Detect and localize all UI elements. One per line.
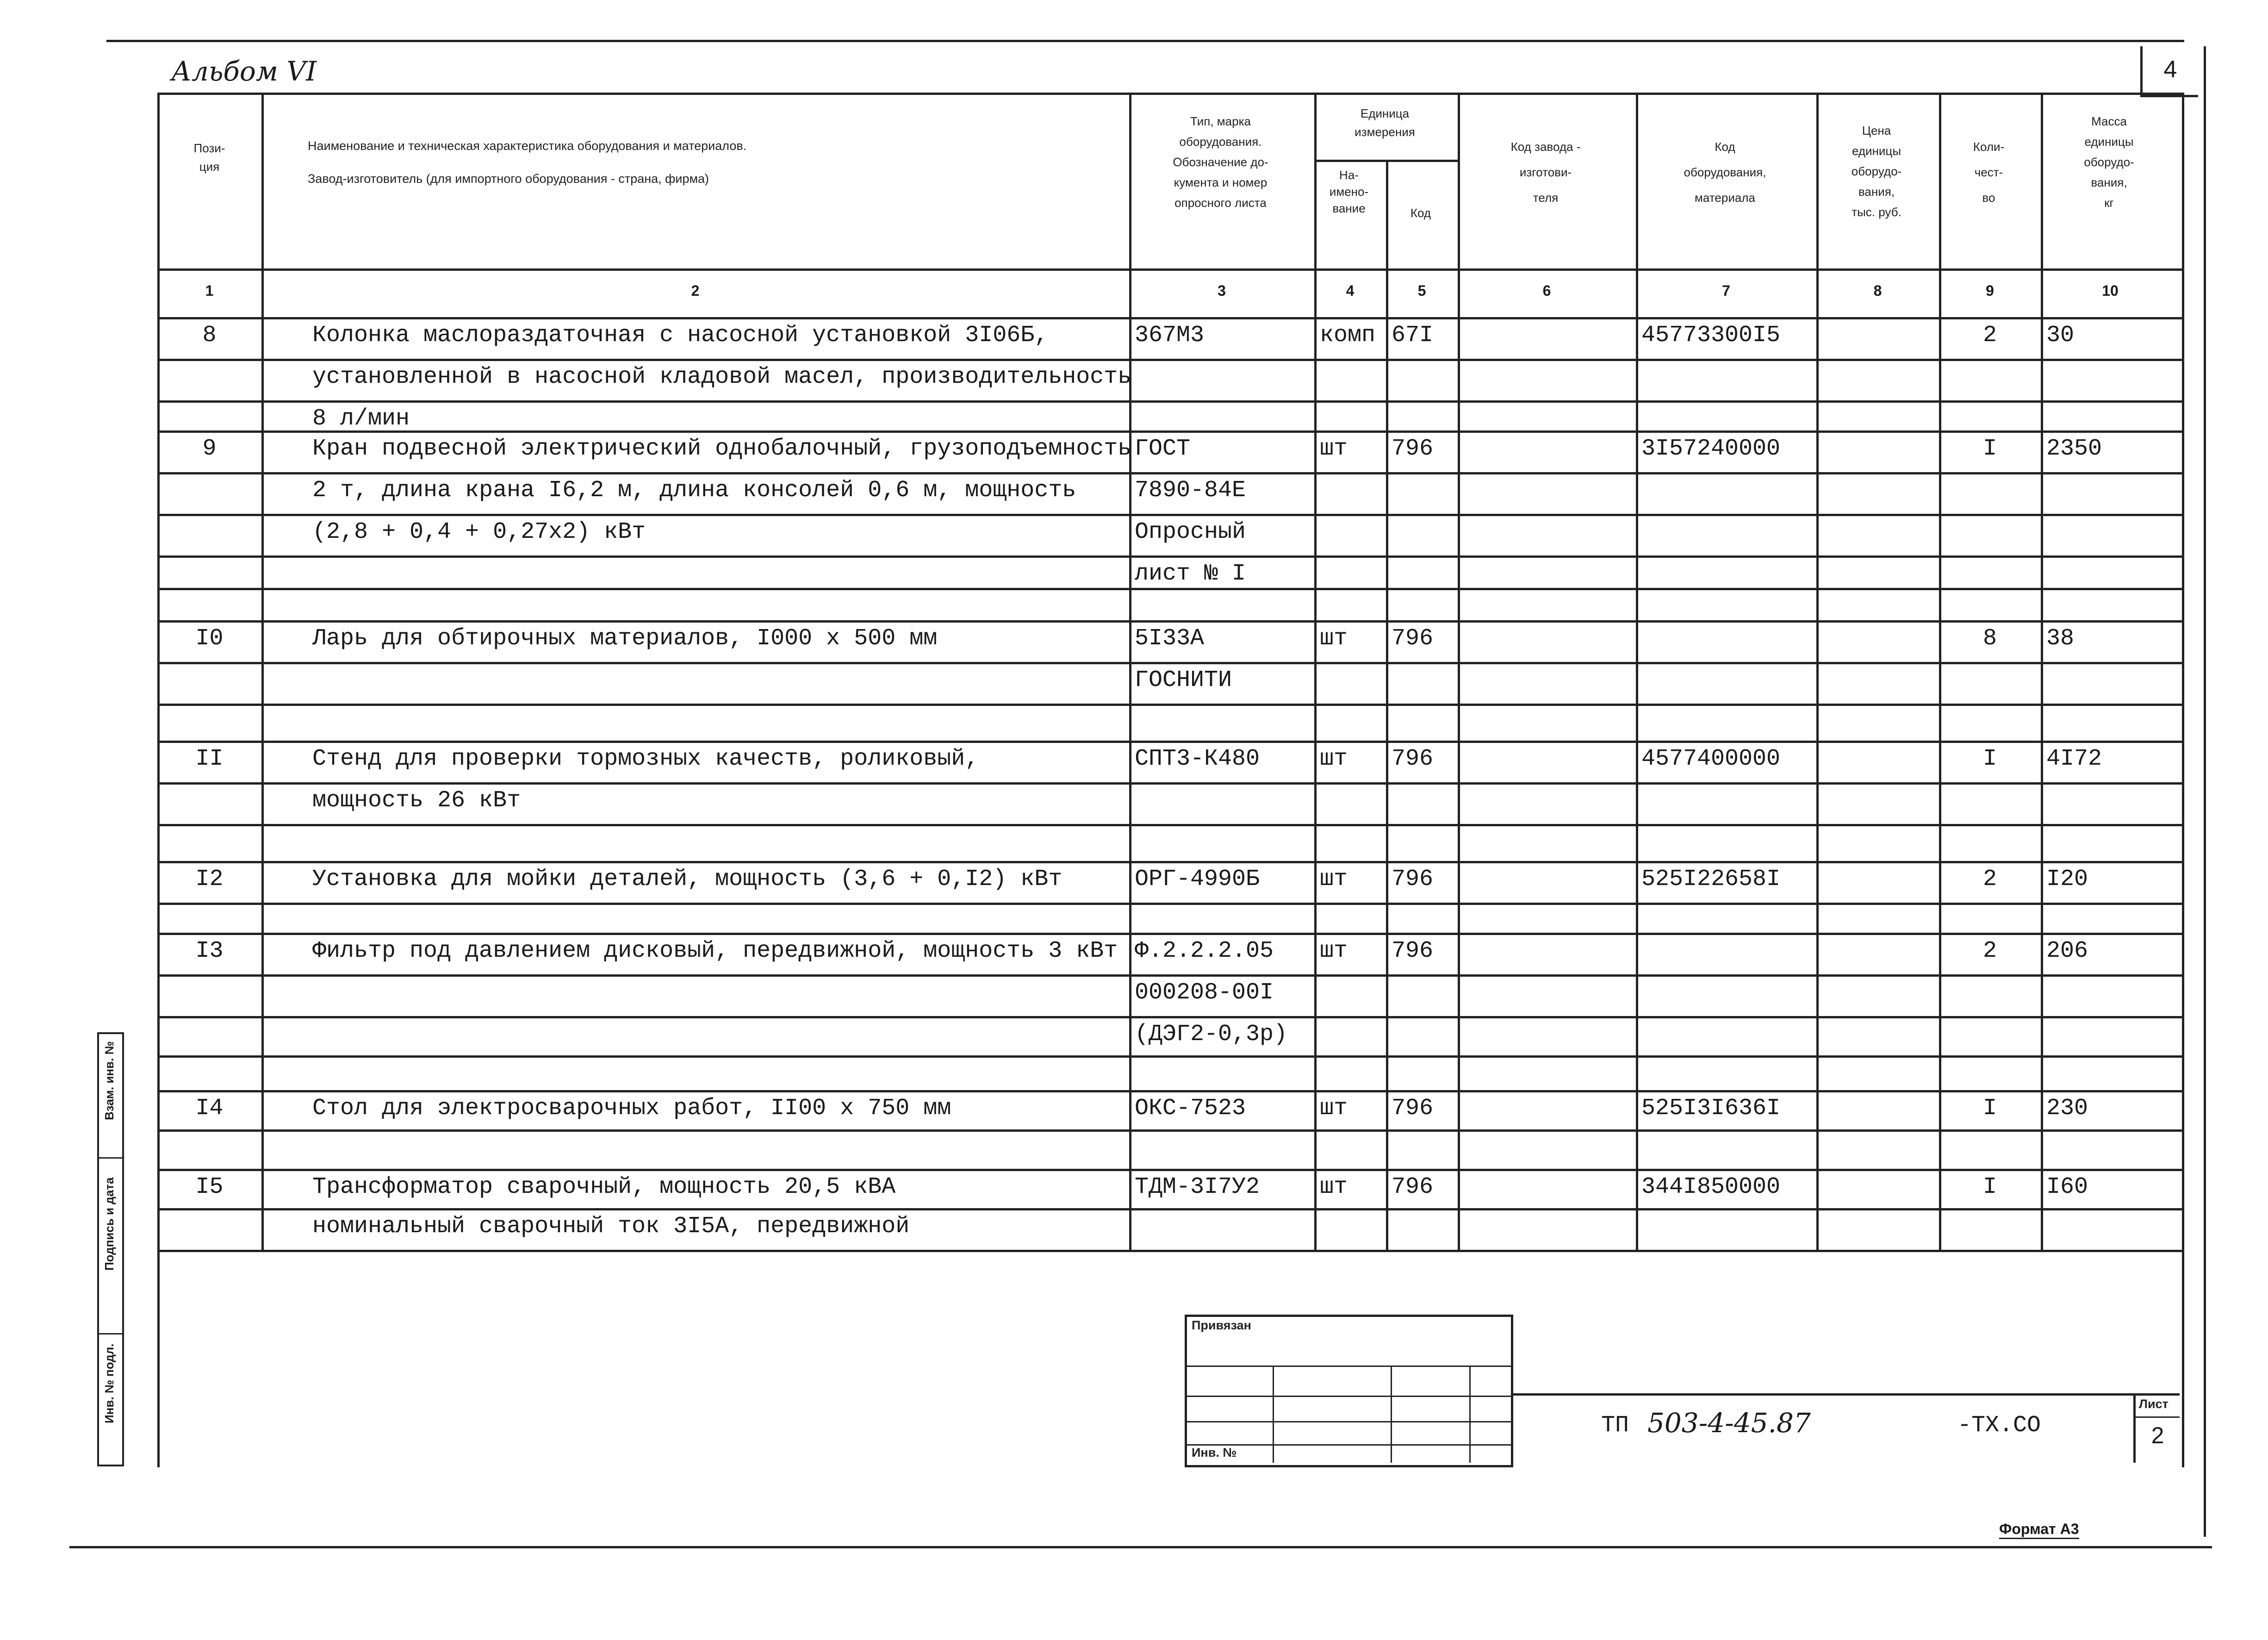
type-cell: ОРГ-4990Б xyxy=(1135,866,1260,892)
row-line xyxy=(157,824,2182,826)
mass-cell: I20 xyxy=(2046,866,2088,892)
unit-name-cell: шт xyxy=(1320,436,1348,462)
equipment-code-cell: 4577400000 xyxy=(1641,746,1781,772)
equipment-code-cell: 344I850000 xyxy=(1641,1174,1781,1200)
sheet-cell-divider xyxy=(2133,1416,2180,1418)
position-cell: 9 xyxy=(202,436,217,462)
name-cell: 8 л/мин xyxy=(312,405,410,432)
name-cell: Установка для мойки деталей, мощность (3,6 + 0,I2) кВт xyxy=(312,866,1063,892)
attached-line xyxy=(1185,1366,1511,1367)
unit-name-cell: шт xyxy=(1320,746,1348,772)
row-line xyxy=(157,662,2182,664)
column-separator xyxy=(261,93,264,1250)
name-cell: установленной в насосной кладовой масел, производительность xyxy=(312,364,1132,390)
quantity-cell: 2 xyxy=(1982,322,1997,349)
attached-col xyxy=(1469,1366,1471,1463)
header-name: Наименование и техническая характеристика оборудования и материалов. Завод-изготовитель (для импортного оборудования - страна, фирма) xyxy=(308,139,747,186)
mass-cell: 30 xyxy=(2046,322,2075,349)
header-quantity: Коли- чест- во xyxy=(1973,140,2005,205)
sheet-label: Лист xyxy=(2139,1397,2169,1411)
header-price: Цена единицы оборудо- вания, тыс. руб. xyxy=(1851,124,1902,219)
row-line xyxy=(157,1250,2182,1252)
attached-label: Привязан xyxy=(1192,1318,1251,1332)
sheet-number: 2 xyxy=(2151,1422,2164,1448)
mass-cell: I60 xyxy=(2046,1174,2088,1200)
row-line xyxy=(157,782,2182,785)
unit-code-cell: 796 xyxy=(1392,866,1434,892)
column-number: 4 xyxy=(1346,282,1355,299)
unit-name-cell: комп xyxy=(1320,322,1376,349)
unit-code-cell: 796 xyxy=(1392,1174,1434,1200)
name-cell: Колонка маслораздаточная с насосной установкой 3I06Б, xyxy=(312,322,1049,349)
name-cell: мощность 26 кВт xyxy=(312,787,521,814)
type-cell: 000208-00I xyxy=(1135,979,1274,1006)
row-line xyxy=(157,400,2182,403)
type-cell: 5I33А xyxy=(1135,625,1205,652)
column-separator xyxy=(1314,93,1317,1250)
frame-bottom-line xyxy=(69,1546,2212,1548)
name-cell: номинальный сварочный ток 3I5А, передвижной xyxy=(312,1213,910,1240)
quantity-cell: I xyxy=(1982,746,1997,772)
name-cell: (2,8 + 0,4 + 0,27х2) кВт xyxy=(312,519,646,545)
unit-name-cell: шт xyxy=(1320,625,1348,652)
row-line xyxy=(157,861,2182,863)
side-stamp-divider xyxy=(97,1333,122,1334)
mass-cell: 206 xyxy=(2046,938,2088,964)
position-cell: I3 xyxy=(195,938,224,964)
side-stamp-replaced-inv: Взам. инв. № xyxy=(102,1041,116,1120)
header-position: Пози- ция xyxy=(193,141,225,174)
quantity-cell: I xyxy=(1982,1174,1997,1200)
unit-name-cell: шт xyxy=(1320,1174,1348,1200)
column-number: 10 xyxy=(2102,282,2119,299)
quantity-cell: I xyxy=(1982,436,1997,462)
quantity-cell: 2 xyxy=(1982,938,1997,964)
side-stamp-inv-original: Инв. № подл. xyxy=(102,1343,116,1423)
column-number: 8 xyxy=(1873,282,1882,299)
type-cell: 7890-84Е xyxy=(1135,477,1246,504)
header-type: Тип, марка оборудования. Обозначение до- кумента и номер опросного листа xyxy=(1173,114,1268,210)
column-number: 9 xyxy=(1986,282,1994,299)
side-stamp-divider xyxy=(97,1157,122,1159)
header-equipment-code: Код оборудования, материала xyxy=(1684,140,1766,205)
title-block-line xyxy=(1511,1393,2180,1396)
attached-col xyxy=(1391,1366,1392,1463)
header-bottom-line xyxy=(157,268,2182,271)
row-line xyxy=(157,933,2182,935)
row-line xyxy=(157,430,2182,433)
doc-suffix: -ТХ.СО xyxy=(1957,1412,2041,1439)
type-cell: ТДМ-3I7У2 xyxy=(1135,1174,1260,1200)
type-cell: СПТ3-К480 xyxy=(1135,746,1260,772)
row-line xyxy=(157,620,2182,623)
row-line xyxy=(157,1016,2182,1018)
column-number: 7 xyxy=(1722,282,1730,299)
column-number: 3 xyxy=(1218,282,1226,299)
doc-prefix: ТП xyxy=(1601,1412,1629,1439)
column-number-line xyxy=(157,317,2182,319)
type-cell: лист № I xyxy=(1135,561,1246,587)
header-unit-code: Код xyxy=(1410,206,1431,220)
position-cell: I4 xyxy=(195,1095,224,1122)
unit-name-cell: шт xyxy=(1320,938,1348,964)
column-number: 5 xyxy=(1417,282,1426,299)
mass-cell: 230 xyxy=(2046,1095,2088,1122)
position-cell: 8 xyxy=(202,322,217,349)
name-cell: Кран подвесной электрический однобалочный, грузоподъемность xyxy=(312,436,1132,462)
doc-code: 503-4-45.87 xyxy=(1647,1407,1811,1439)
header-unit-name: На- имено- вание xyxy=(1329,168,1369,215)
format-label: Формат А3 xyxy=(1999,1521,2079,1539)
type-cell: ГОСНИТИ xyxy=(1135,667,1232,693)
unit-code-cell: 796 xyxy=(1392,625,1434,652)
album-label: Альбом VI xyxy=(171,56,317,87)
unit-name-cell: шт xyxy=(1320,1095,1348,1122)
name-cell: 2 т, длина крана I6,2 м, длина консолей 0,6 м, мощность xyxy=(312,477,1076,504)
mass-cell: 38 xyxy=(2046,625,2075,652)
column-number: 2 xyxy=(691,282,700,299)
position-cell: I0 xyxy=(195,625,224,652)
unit-name-cell: шт xyxy=(1320,866,1348,892)
name-cell: Фильтр под давлением дисковый, передвижной, мощность 3 кВт xyxy=(312,938,1118,964)
type-cell: (ДЭГ2-0,3р) xyxy=(1135,1021,1288,1048)
row-line xyxy=(157,704,2182,706)
attached-line xyxy=(1185,1421,1511,1422)
row-line xyxy=(157,1055,2182,1058)
position-cell: II xyxy=(195,746,224,772)
equipment-code-cell: 45773300I5 xyxy=(1641,322,1781,349)
column-separator xyxy=(1939,93,1941,1250)
name-cell: Трансформатор сварочный, мощность 20,5 кВА xyxy=(312,1174,896,1200)
row-line xyxy=(157,555,2182,558)
quantity-cell: 2 xyxy=(1982,866,1997,892)
column-separator xyxy=(1458,93,1460,1250)
unit-code-cell: 796 xyxy=(1392,938,1434,964)
corner-page-number: 4 xyxy=(2140,46,2198,97)
row-line xyxy=(157,472,2182,474)
side-stamp-signature-date: Подпись и дата xyxy=(102,1177,116,1271)
column-separator xyxy=(1816,93,1819,1250)
mass-cell: 4I72 xyxy=(2046,746,2102,772)
name-cell: Стенд для проверки тормозных качеств, роликовый, xyxy=(312,746,979,772)
equipment-code-cell: 525I3I636I xyxy=(1641,1095,1781,1122)
column-separator xyxy=(1129,93,1131,1250)
unit-code-cell: 796 xyxy=(1392,436,1434,462)
column-separator xyxy=(1636,93,1638,1250)
quantity-cell: I xyxy=(1982,1095,1997,1122)
row-line xyxy=(157,1129,2182,1132)
row-line xyxy=(157,741,2182,743)
equipment-code-cell: 525I22658I xyxy=(1641,866,1781,892)
unit-code-cell: 796 xyxy=(1392,1095,1434,1122)
type-cell: ГОСТ xyxy=(1135,436,1191,462)
row-line xyxy=(157,514,2182,516)
type-cell: 367М3 xyxy=(1135,322,1205,349)
row-line xyxy=(157,1208,2182,1210)
row-line xyxy=(157,903,2182,905)
row-line xyxy=(157,1090,2182,1092)
frame-right-line xyxy=(2204,46,2206,1537)
frame-top-line xyxy=(106,40,2184,42)
unit-code-cell: 796 xyxy=(1392,746,1434,772)
type-cell: ОКС-7523 xyxy=(1135,1095,1246,1122)
header-mass: Масса единицы оборудо- вания, кг xyxy=(2084,114,2134,210)
type-cell: Ф.2.2.2.05 xyxy=(1135,938,1274,964)
type-cell: Опросный xyxy=(1135,519,1246,545)
position-cell: I2 xyxy=(195,866,224,892)
inv-no-label: Инв. № xyxy=(1192,1446,1237,1459)
name-cell: Ларь для обтирочных материалов, I000 х 500 мм xyxy=(312,625,938,652)
mass-cell: 2350 xyxy=(2046,436,2102,462)
attached-col xyxy=(1273,1366,1274,1463)
column-separator xyxy=(2041,93,2043,1250)
quantity-cell: 8 xyxy=(1982,625,1997,652)
unit-group-line xyxy=(1314,160,1458,162)
header-unit-group: Единица измерения xyxy=(1355,106,1415,139)
row-line xyxy=(157,359,2182,361)
position-cell: I5 xyxy=(195,1174,224,1200)
column-number: 6 xyxy=(1542,282,1551,299)
name-cell: Стол для электросварочных работ, II00 х 750 мм xyxy=(312,1095,951,1122)
unit-code-cell: 67I xyxy=(1392,322,1434,349)
header-plant-code: Код завода - изготови- теля xyxy=(1510,140,1581,205)
attached-line xyxy=(1185,1396,1511,1397)
row-line xyxy=(157,588,2182,590)
row-line xyxy=(157,1169,2182,1171)
column-number: 1 xyxy=(205,282,214,299)
row-line xyxy=(157,974,2182,977)
equipment-code-cell: 3I57240000 xyxy=(1641,436,1781,462)
